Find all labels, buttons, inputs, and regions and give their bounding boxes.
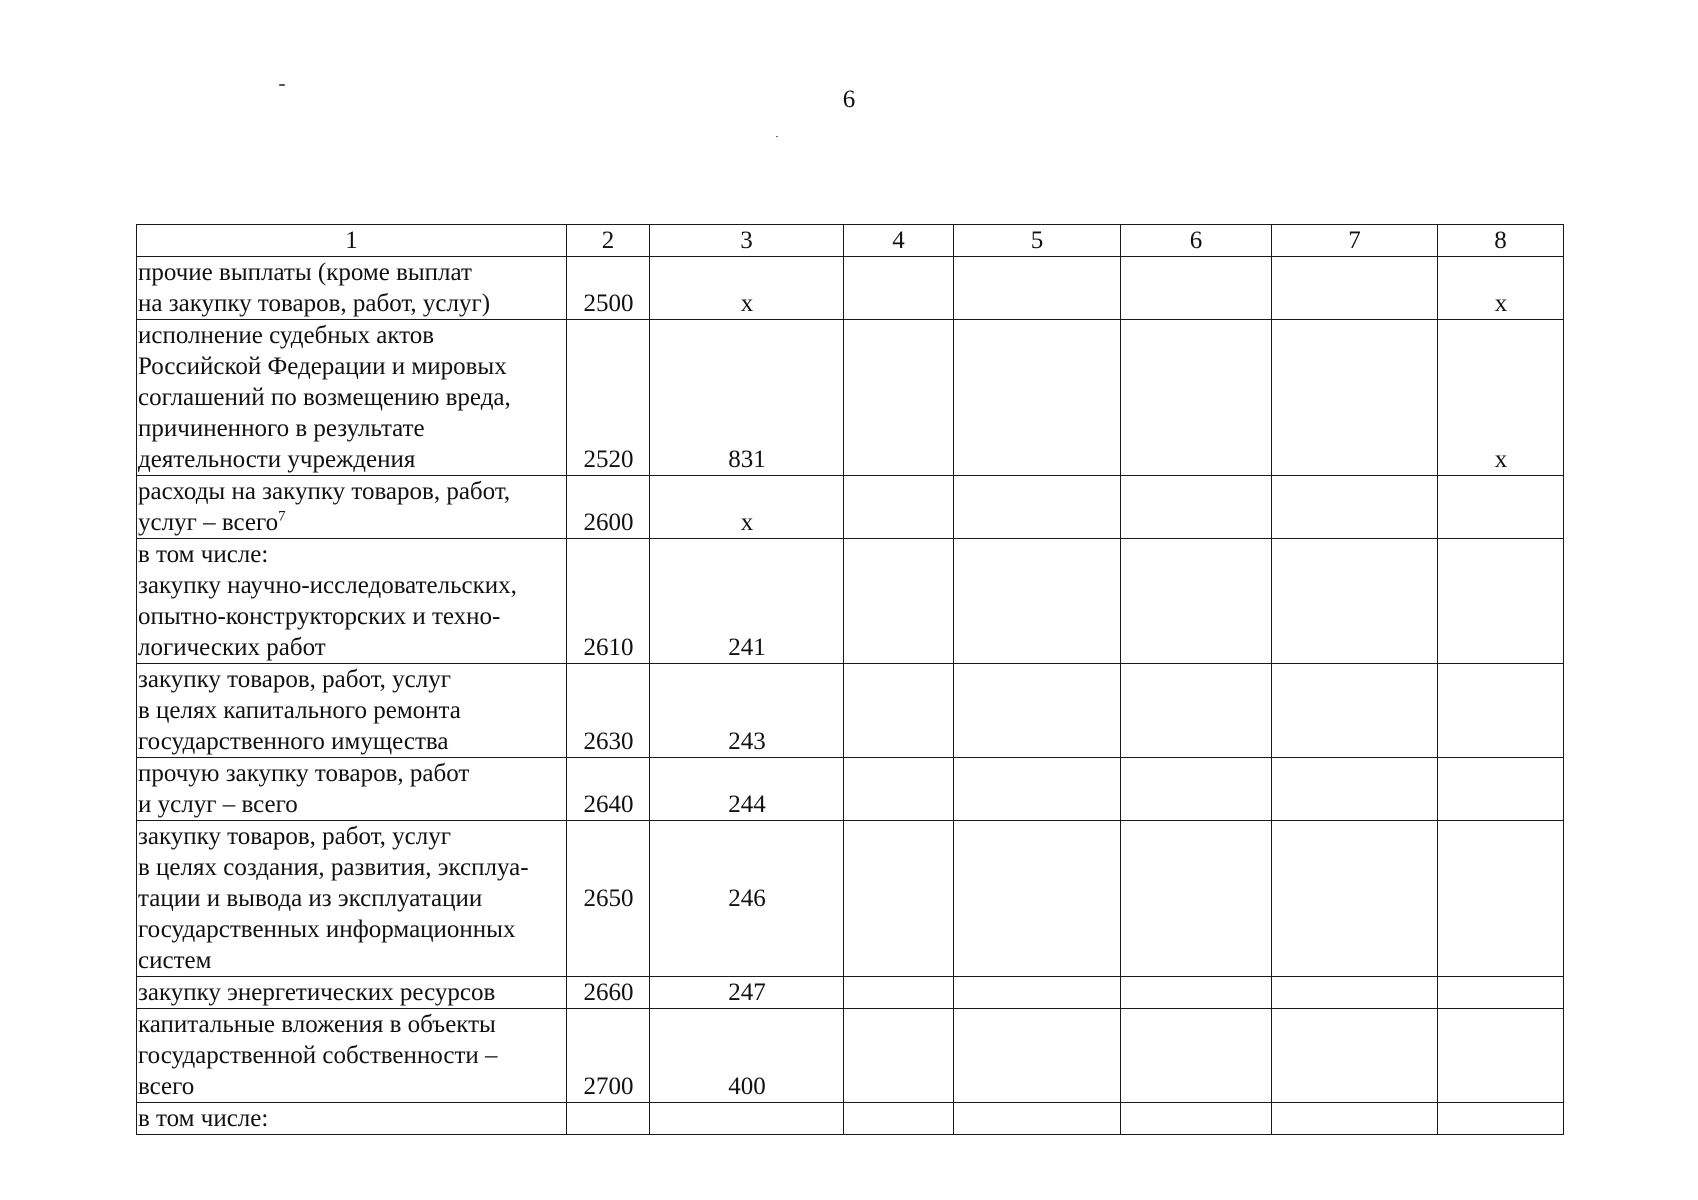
row-code: 2610 bbox=[567, 539, 650, 664]
row-code: 2640 bbox=[567, 758, 650, 821]
row-cell-5 bbox=[954, 1009, 1121, 1103]
row-cell-5 bbox=[954, 320, 1121, 476]
row-label: закупку товаров, работ, услуг в целях создания, развития, эксплуа- тации и вывода из эксплуатации государственных информационных систем bbox=[137, 821, 567, 977]
row-cell-6 bbox=[1121, 320, 1272, 476]
header-cell: 5 bbox=[954, 225, 1121, 257]
row-kbk: 244 bbox=[650, 758, 844, 821]
header-cell: 7 bbox=[1272, 225, 1438, 257]
table-row bbox=[137, 320, 1564, 476]
table-row bbox=[137, 1009, 1564, 1103]
row-cell-5 bbox=[954, 758, 1121, 821]
row-cell-7 bbox=[1272, 320, 1438, 476]
row-cell-6 bbox=[1121, 476, 1272, 539]
row-label: исполнение судебных актов Российской Федерации и мировых соглашений по возмещению вреда, причиненного в результате деятельности учреждения bbox=[137, 320, 567, 476]
row-cell-7 bbox=[1272, 977, 1438, 1009]
row-code bbox=[567, 1103, 650, 1135]
row-code: 2500 bbox=[567, 257, 650, 320]
row-cell-8 bbox=[1438, 821, 1564, 977]
row-cell-8 bbox=[1438, 664, 1564, 758]
header-cell: 4 bbox=[844, 225, 954, 257]
row-kbk: 241 bbox=[650, 539, 844, 664]
row-kbk bbox=[650, 1103, 844, 1135]
row-cell-7 bbox=[1272, 1103, 1438, 1135]
row-kbk: х bbox=[650, 257, 844, 320]
row-code: 2660 bbox=[567, 977, 650, 1009]
row-cell-6 bbox=[1121, 664, 1272, 758]
row-kbk: 243 bbox=[650, 664, 844, 758]
row-cell-8 bbox=[1438, 1103, 1564, 1135]
row-cell-4 bbox=[844, 758, 954, 821]
row-cell-6 bbox=[1121, 539, 1272, 664]
row-cell-4 bbox=[844, 320, 954, 476]
row-cell-4 bbox=[844, 1103, 954, 1135]
row-label: закупку энергетических ресурсов bbox=[137, 977, 567, 1009]
row-cell-8 bbox=[1438, 1009, 1564, 1103]
table-row bbox=[137, 977, 1564, 1009]
row-cell-5 bbox=[954, 476, 1121, 539]
row-kbk: 831 bbox=[650, 320, 844, 476]
scan-speck bbox=[776, 136, 778, 137]
row-cell-4 bbox=[844, 664, 954, 758]
table-row bbox=[137, 1103, 1564, 1135]
row-label: закупку товаров, работ, услуг в целях капитального ремонта государственного имущества bbox=[137, 664, 567, 758]
row-cell-6 bbox=[1121, 257, 1272, 320]
table-row bbox=[137, 476, 1564, 539]
page-number: 6 bbox=[842, 86, 856, 113]
row-cell-4 bbox=[844, 1009, 954, 1103]
table-row bbox=[137, 758, 1564, 821]
row-cell-5 bbox=[954, 257, 1121, 320]
row-cell-6 bbox=[1121, 1009, 1272, 1103]
row-cell-6 bbox=[1121, 1103, 1272, 1135]
row-label: расходы на закупку товаров, работ, услуг – всего$^7$ bbox=[137, 476, 567, 539]
row-cell-4 bbox=[844, 257, 954, 320]
row-code: 2650 bbox=[567, 821, 650, 977]
row-cell-6 bbox=[1121, 821, 1272, 977]
row-cell-4 bbox=[844, 539, 954, 664]
row-cell-7 bbox=[1272, 821, 1438, 977]
row-label: в том числе: bbox=[137, 1103, 567, 1135]
header-cell: 6 bbox=[1121, 225, 1272, 257]
row-kbk: 247 bbox=[650, 977, 844, 1009]
row-code: 2700 bbox=[567, 1009, 650, 1103]
row-label: прочую закупку товаров, работ и услуг – всего bbox=[137, 758, 567, 821]
row-cell-4 bbox=[844, 977, 954, 1009]
row-cell-6 bbox=[1121, 758, 1272, 821]
row-cell-8 bbox=[1438, 977, 1564, 1009]
row-cell-7 bbox=[1272, 539, 1438, 664]
row-label: прочие выплаты (кроме выплат на закупку товаров, работ, услуг) bbox=[137, 257, 567, 320]
header-cell: 2 bbox=[567, 225, 650, 257]
row-cell-4 bbox=[844, 476, 954, 539]
row-cell-7 bbox=[1272, 758, 1438, 821]
header-cell: 1 bbox=[137, 225, 567, 257]
row-kbk: х bbox=[650, 476, 844, 539]
header-cell: 8 bbox=[1438, 225, 1564, 257]
table-row bbox=[137, 257, 1564, 320]
row-cell-7 bbox=[1272, 664, 1438, 758]
table-row bbox=[137, 664, 1564, 758]
row-cell-8 bbox=[1438, 476, 1564, 539]
row-code: 2520 bbox=[567, 320, 650, 476]
row-cell-8 bbox=[1438, 758, 1564, 821]
row-cell-7 bbox=[1272, 257, 1438, 320]
row-cell-5 bbox=[954, 1103, 1121, 1135]
table-row bbox=[137, 821, 1564, 977]
header-row bbox=[137, 225, 1564, 257]
row-code: 2600 bbox=[567, 476, 650, 539]
row-cell-6 bbox=[1121, 977, 1272, 1009]
row-cell-8 bbox=[1438, 539, 1564, 664]
row-cell-5 bbox=[954, 664, 1121, 758]
scan-speck bbox=[279, 84, 285, 86]
row-cell-7 bbox=[1272, 476, 1438, 539]
row-kbk: 400 bbox=[650, 1009, 844, 1103]
row-cell-8: х bbox=[1438, 320, 1564, 476]
row-code: 2630 bbox=[567, 664, 650, 758]
header-cell: 3 bbox=[650, 225, 844, 257]
row-label: в том числе: закупку научно-исследовательских, опытно-конструкторских и техно- логических работ bbox=[137, 539, 567, 664]
row-cell-7 bbox=[1272, 1009, 1438, 1103]
row-cell-5 bbox=[954, 539, 1121, 664]
row-cell-4 bbox=[844, 821, 954, 977]
row-label: капитальные вложения в объекты государственной собственности – всего bbox=[137, 1009, 567, 1103]
row-cell-5 bbox=[954, 821, 1121, 977]
row-cell-8: х bbox=[1438, 257, 1564, 320]
row-cell-5 bbox=[954, 977, 1121, 1009]
table-row bbox=[137, 539, 1564, 664]
form-table bbox=[136, 224, 1564, 1135]
footnote-mark: 7 bbox=[278, 508, 286, 525]
row-kbk: 246 bbox=[650, 821, 844, 977]
